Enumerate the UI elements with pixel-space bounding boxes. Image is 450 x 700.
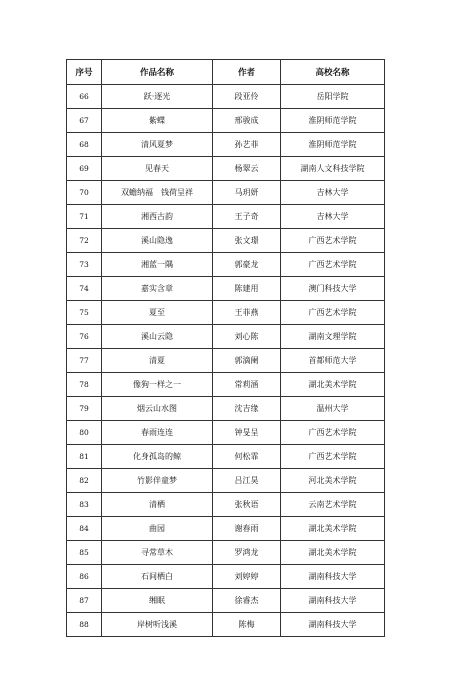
table-row [67,349,385,373]
cell-author: 沈吉缘 [213,397,281,421]
cell-work-title: 化身孤岛的鲸 [102,445,213,469]
cell-author: 孙艺菲 [213,133,281,157]
cell-university: 云南艺术学院 [281,493,385,517]
cell-index: 85 [67,541,102,565]
cell-author: 马玥妍 [213,181,281,205]
table-row [67,517,385,541]
cell-university: 广西艺术学院 [281,229,385,253]
cell-university: 湖南科技大学 [281,589,385,613]
table-row [67,109,385,133]
cell-author: 张秋语 [213,493,281,517]
cell-author: 刘婷婷 [213,565,281,589]
cell-work-title: 嘉实含章 [102,277,213,301]
cell-index: 72 [67,229,102,253]
cell-work-title: 曲园 [102,517,213,541]
table-row [67,613,385,637]
cell-university: 湖南科技大学 [281,613,385,637]
cell-author: 陈梅 [213,613,281,637]
cell-index: 71 [67,205,102,229]
cell-index: 66 [67,85,102,109]
cell-university: 湖南科技大学 [281,565,385,589]
cell-index: 82 [67,469,102,493]
table-header-row [67,60,385,85]
cell-work-title: 岸树听浅溪 [102,613,213,637]
cell-university: 湖北美术学院 [281,517,385,541]
cell-work-title: 湘蓝一隅 [102,253,213,277]
cell-index: 80 [67,421,102,445]
cell-index: 69 [67,157,102,181]
cell-work-title: 像狗一样之一 [102,373,213,397]
table-row [67,85,385,109]
cell-author: 常莉涵 [213,373,281,397]
table-row [67,181,385,205]
cell-index: 76 [67,325,102,349]
cell-work-title: 石间栖白 [102,565,213,589]
header-work-title: 作品名称 [102,60,213,85]
cell-work-title: 跃·逐光 [102,85,213,109]
cell-university: 湖南文理学院 [281,325,385,349]
cell-index: 75 [67,301,102,325]
cell-work-title: 竹影伴童梦 [102,469,213,493]
cell-index: 79 [67,397,102,421]
cell-index: 86 [67,565,102,589]
cell-index: 81 [67,445,102,469]
cell-university: 河北美术学院 [281,469,385,493]
cell-university: 广西艺术学院 [281,421,385,445]
cell-university: 湖南人文科技学院 [281,157,385,181]
cell-index: 87 [67,589,102,613]
cell-university: 广西艺术学院 [281,445,385,469]
cell-index: 77 [67,349,102,373]
cell-author: 徐睿杰 [213,589,281,613]
cell-author: 何松霏 [213,445,281,469]
table-row [67,133,385,157]
cell-work-title: 寻常草木 [102,541,213,565]
cell-author: 郭豪龙 [213,253,281,277]
cell-index: 70 [67,181,102,205]
cell-university: 广西艺术学院 [281,253,385,277]
table-row [67,469,385,493]
header-author: 作者 [213,60,281,85]
cell-work-title: 见春天 [102,157,213,181]
cell-university: 岳阳学院 [281,85,385,109]
cell-university: 淮阴师范学院 [281,109,385,133]
cell-work-title: 清栖 [102,493,213,517]
cell-author: 段亚伶 [213,85,281,109]
table-row [67,589,385,613]
cell-author: 刘心陈 [213,325,281,349]
table-row [67,397,385,421]
cell-author: 王菲燕 [213,301,281,325]
cell-work-title: 双蟾纳福 钱荷呈祥 [102,181,213,205]
cell-university: 温州大学 [281,397,385,421]
cell-index: 88 [67,613,102,637]
cell-author: 杨翠云 [213,157,281,181]
cell-work-title: 夏至 [102,301,213,325]
table-row [67,373,385,397]
cell-author: 谢春雨 [213,517,281,541]
cell-author: 陈建用 [213,277,281,301]
cell-author: 郭滴阑 [213,349,281,373]
table-row [67,541,385,565]
cell-university: 首都师范大学 [281,349,385,373]
table-row [67,229,385,253]
cell-author: 钟旻呈 [213,421,281,445]
cell-author: 张文璟 [213,229,281,253]
cell-work-title: 溪山隐逸 [102,229,213,253]
cell-work-title: 湘西古韵 [102,205,213,229]
cell-work-title: 缃眠 [102,589,213,613]
cell-university: 广西艺术学院 [281,301,385,325]
cell-index: 74 [67,277,102,301]
table-row [67,325,385,349]
cell-index: 78 [67,373,102,397]
table-row [67,301,385,325]
table-row [67,277,385,301]
cell-author: 邢骏成 [213,109,281,133]
cell-index: 68 [67,133,102,157]
cell-author: 罗鸿龙 [213,541,281,565]
table-row [67,565,385,589]
cell-index: 84 [67,517,102,541]
table-row [67,205,385,229]
cell-index: 83 [67,493,102,517]
cell-index: 67 [67,109,102,133]
cell-university: 淮阴师范学院 [281,133,385,157]
table-body [67,85,385,637]
header-index: 序号 [67,60,102,85]
cell-author: 吕江昊 [213,469,281,493]
cell-author: 王子奇 [213,205,281,229]
cell-university: 湖北美术学院 [281,373,385,397]
cell-index: 73 [67,253,102,277]
cell-work-title: 清夏 [102,349,213,373]
cell-university: 湖北美术学院 [281,541,385,565]
cell-university: 吉林大学 [281,205,385,229]
table-row [67,445,385,469]
cell-work-title: 清风夏梦 [102,133,213,157]
table-row [67,253,385,277]
cell-work-title: 溪山云隐 [102,325,213,349]
cell-university: 吉林大学 [281,181,385,205]
table-row [67,421,385,445]
table-row [67,157,385,181]
cell-work-title: 烟云山水图 [102,397,213,421]
table-row [67,493,385,517]
header-university: 高校名称 [281,60,385,85]
results-table [66,59,385,637]
cell-university: 澳门科技大学 [281,277,385,301]
cell-work-title: 紫蝶 [102,109,213,133]
cell-work-title: 春雨连连 [102,421,213,445]
